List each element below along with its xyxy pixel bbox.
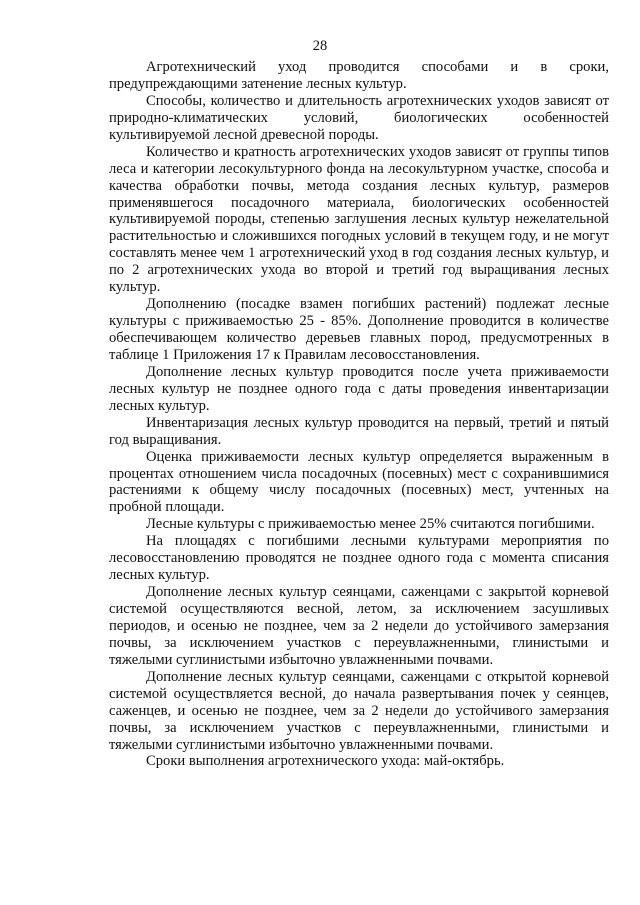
paragraph: Агротехнический уход проводится способами и в сроки, предупреждающими затенение лесных культур. xyxy=(109,59,609,92)
paragraph: Дополнение лесных культур проводится после учета приживаемости лесных культур не позднее одного года с даты проведения инвентаризации лесных культур. xyxy=(109,363,609,414)
paragraph: На площадях с погибшими лесными культурами мероприятия по лесовосстановлению проводятся не позднее одного года с момента списания лесных культур. xyxy=(109,533,609,584)
paragraph: Сроки выполнения агротехнического ухода: май-октябрь. xyxy=(146,753,505,770)
paragraph: Оценка приживаемости лесных культур определяется выраженным в процентах отношением числа посадочных (посевных) мест с сохранившимися растениями к общему числу посадочных (посевных) мест, учтенных на пробной площади. xyxy=(109,448,609,516)
paragraph: Количество и кратность агротехнических уходов зависят от группы типов леса и категории лесокультурного фонда на лесокультурном участке, способа и качества обработки почвы, метода создания лесных культур, размеров применявшегося посадочного материала, биологических особенностей культивируемой породы, степенью заглушения лесных культур нежелательной растительностью и сложившихся погодных условий в текущем году, и не могут составлять менее чем 1 агротехнический уход в год создания лесных культур, и по 2 агротехнических ухода во второй и третий год выращивания лесных культур. xyxy=(109,143,609,296)
paragraph: Инвентаризация лесных культур проводится на первый, третий и пятый год выращивания. xyxy=(109,414,609,448)
page-number: 28 xyxy=(312,38,328,54)
paragraph: Дополнению (посадке взамен погибших растений) подлежат лесные культуры с приживаемостью 25 - 85%. Дополнение проводится в количестве обеспечивающем количество деревьев главных пород, предусмотренных в таблице 1 Приложения 17 к Правилам лесовосстановления. xyxy=(109,296,609,363)
paragraph: Лесные культуры с приживаемостью менее 25% считаются погибшими. xyxy=(146,516,595,533)
paragraph: Способы, количество и длительность агротехнических уходов зависят от природно-климатических условий, биологических особенностей культивируемой лесной древесной породы. xyxy=(109,92,609,143)
body-text xyxy=(109,59,609,770)
paragraph: Дополнение лесных культур сеянцами, саженцами с закрытой корневой системой осуществляются весной, летом, за исключением засушливых периодов, и осенью не позднее, чем за 2 недели до устойчивого замерзания почвы, за исключением участков с переувлажненными, глинистыми и тяжелыми суглинистыми избыточно увлажненными почвами. xyxy=(109,584,609,668)
paragraph: Дополнение лесных культур сеянцами, саженцами с открытой корневой системой осуществляется весной, до начала развертывания почек у сеянцев, саженцев, и осенью не позднее, чем за 2 недели до устойчивого замерзания почвы, за исключением участков с переувлажненными, глинистыми и тяжелыми суглинистыми избыточно увлажненными почвами. xyxy=(109,668,609,753)
